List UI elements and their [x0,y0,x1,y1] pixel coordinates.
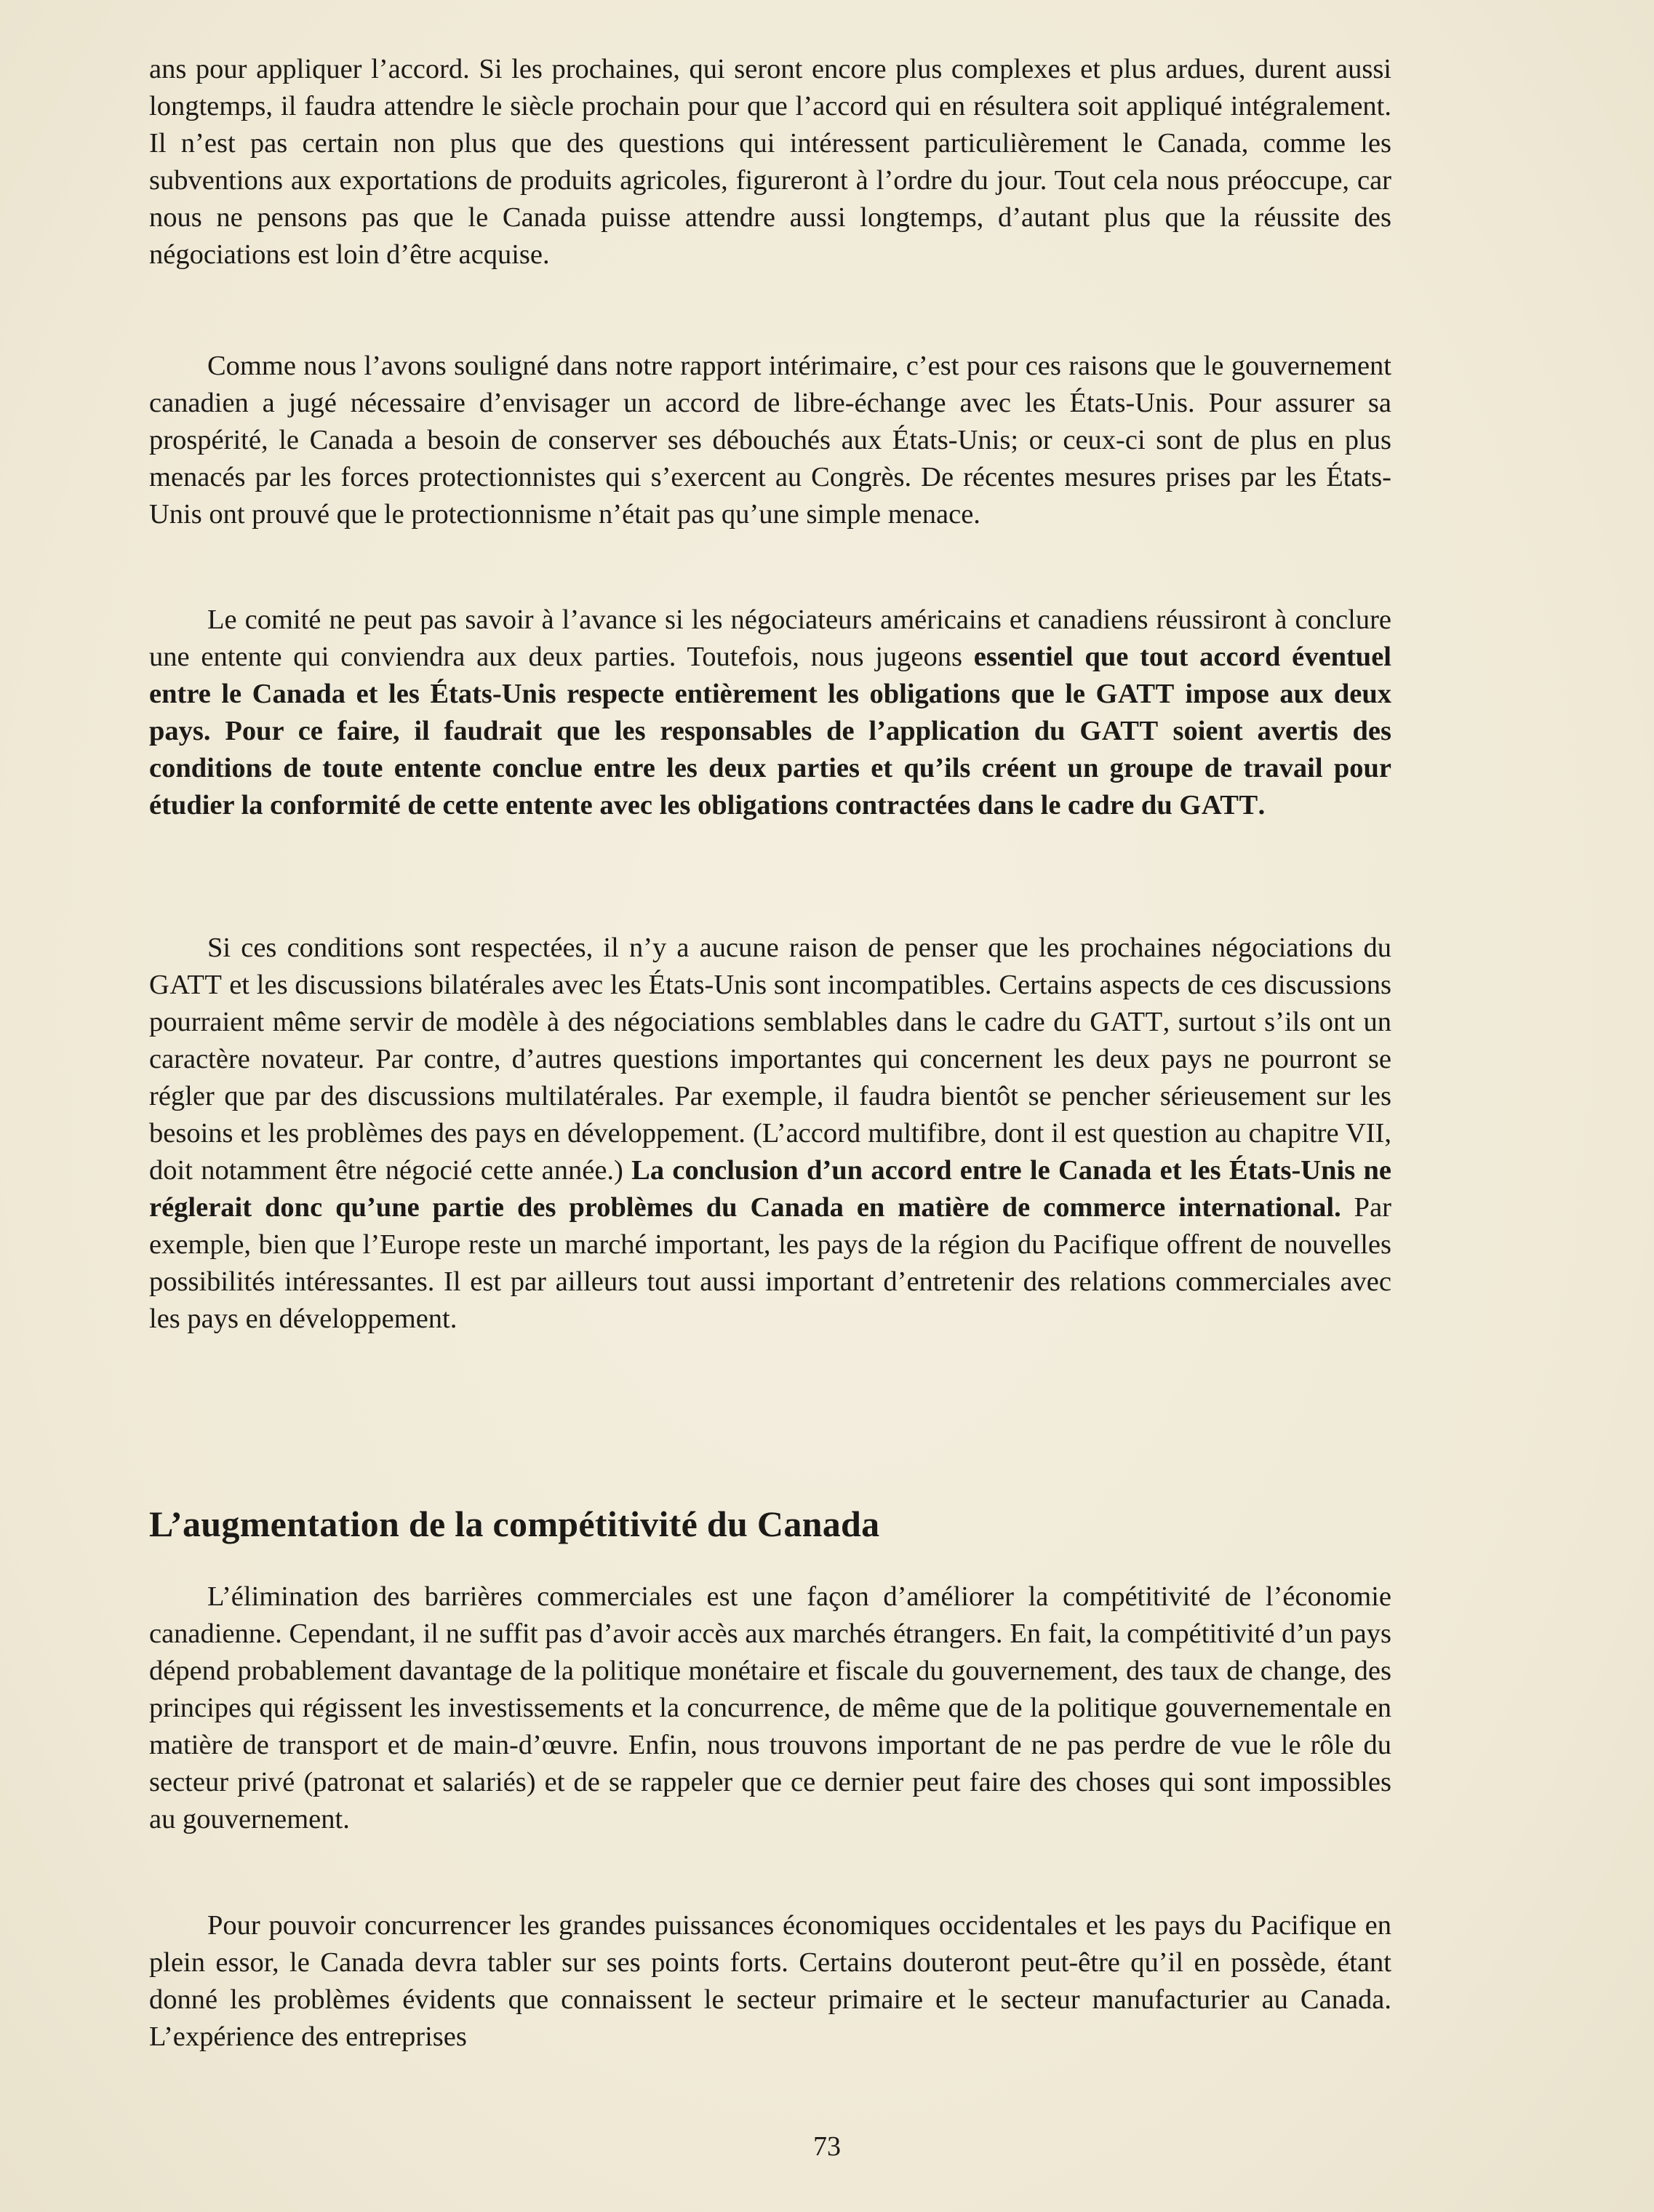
section-heading: L’augmentation de la compétitivité du Canada [149,1504,880,1544]
paragraph-3-text [149,602,1391,824]
paragraph-3-gatt-1: GATT [1095,679,1175,709]
paragraph-4-gatt-2: GATT [1090,1007,1163,1037]
paragraph-6 [149,1907,1391,2056]
paragraph-6-text: Pour pouvoir concurrencer les grandes puissances économiques occidentales et les pays du Pacifique en plein essor, le Canada devra tabler sur ses points forts. Certains douteront peut-être qu’il en possède, étant donné les problèmes évidents que connaissent le secteur primaire et le secteur manufacturier au Canada. L’expérience des entreprises [149,1910,1391,2052]
paragraph-2-text: Comme nous l’avons souligné dans notre rapport intérimaire, c’est pour ces raisons que le gouvernement canadien a jugé nécessaire d’envisager un accord de libre-échange avec les États-Unis. Pour assurer sa prospérité, le Canada a besoin de conserver ses débouchés aux États-Unis; or ceux-ci sont de plus en plus menacés par les forces protectionnistes qui s’exercent au Congrès. De récentes mesures prises par les États-Unis ont prouvé que le protectionnisme n’était pas qu’une simple menace. [149,351,1391,530]
paragraph-3-gatt-2: GATT [1079,716,1159,746]
paragraph-3-run-1: Le comité ne peut pas savoir à l’avance si les négociateurs américains et canadiens réussiront à conclure une entente qui conviendra aux deux parties. Toutefois, nous jugeons [149,604,1391,672]
page-number: 73 [813,2131,841,2162]
paragraph-3 [149,602,1391,824]
paragraph-3-bold-4: . [1258,790,1266,820]
paragraph-3-bold-1: essentiel que tout accord éventuel entre le Canada et les États-Unis respecte entièrement les obligations que le [149,642,1391,709]
paragraph-3-bold-2: impose aux deux pays. Pour ce faire, il faudrait que les responsables de l’application du [149,679,1391,746]
paragraph-4-run-1: Si ces conditions sont respectées, il n’y a aucune raison de penser que les prochaines négociations du [207,933,1391,963]
paragraph-4-bold-1: La conclusion d’un accord entre le Canada et les États-Unis ne réglerait donc qu’une partie des problèmes du Canada en matière de commerce international. [149,1155,1391,1223]
paragraph-4-text [149,930,1391,1338]
paragraph-4-run-4: Par exemple, bien que l’Europe reste un marché important, les pays de la région du Pacifique offrent de nouvelles possibilités intéressantes. Il est par ailleurs tout aussi important d’entretenir des relations commerciales avec les pays en développement. [149,1192,1391,1334]
paragraph-3-gatt-3: GATT [1179,790,1258,820]
paragraph-4-run-2: et les discussions bilatérales avec les États-Unis sont incompatibles. Certains aspects de ces discussions pourraient même servir de modèle à des négociations semblables dans le cadre du [149,970,1391,1037]
paragraph-1-text: ans pour appliquer l’accord. Si les prochaines, qui seront encore plus complexes et plus ardues, durent aussi longtemps, il faudra attendre le siècle prochain pour que l’accord qui en résultera soit appliqué intégralement. Il n’est pas certain non plus que des questions qui intéressent particulièrement le Canada, comme les subventions aux exportations de produits agricoles, figureront à l’ordre du jour. Tout cela nous préoccupe, car nous ne pensons pas que le Canada puisse attendre aussi longtemps, d’autant plus que la réussite des négociations est loin d’être acquise. [149,54,1391,270]
paragraph-4-run-3: , surtout s’ils ont un caractère novateur. Par contre, d’autres questions importantes qui concernent les deux pays ne pourront se régler que par des discussions multilatérales. Par exemple, il faudra bientôt se pencher sérieusement sur les besoins et les problèmes des pays en développement. (L’accord multifibre, dont il est question au chapitre VII, doit notamment être négocié cette année.) [149,1007,1391,1186]
paragraph-2 [149,348,1391,533]
paragraph-1 [149,51,1391,273]
paragraph-5 [149,1578,1391,1838]
paragraph-4-gatt-1: GATT [149,970,223,1000]
paragraph-3-bold-3: soient avertis des conditions de toute entente conclue entre les deux parties et qu’ils créent un groupe de travail pour étudier la conformité de cette entente avec les obligations contractées dans le cadre du [149,716,1391,820]
paragraph-4 [149,930,1391,1338]
paragraph-5-text: L’élimination des barrières commerciales est une façon d’améliorer la compétitivité de l’économie canadienne. Cependant, il ne suffit pas d’avoir accès aux marchés étrangers. En fait, la compétitivité d’un pays dépend probablement davantage de la politique monétaire et fiscale du gouvernement, des taux de change, des principes qui régissent les investissements et la concurrence, de même que de la politique gouvernementale en matière de transport et de main-d’œuvre. Enfin, nous trouvons important de ne pas perdre de vue le rôle du secteur privé (patronat et salariés) et de se rappeler que ce dernier peut faire des choses qui sont impossibles au gouvernement. [149,1581,1391,1834]
